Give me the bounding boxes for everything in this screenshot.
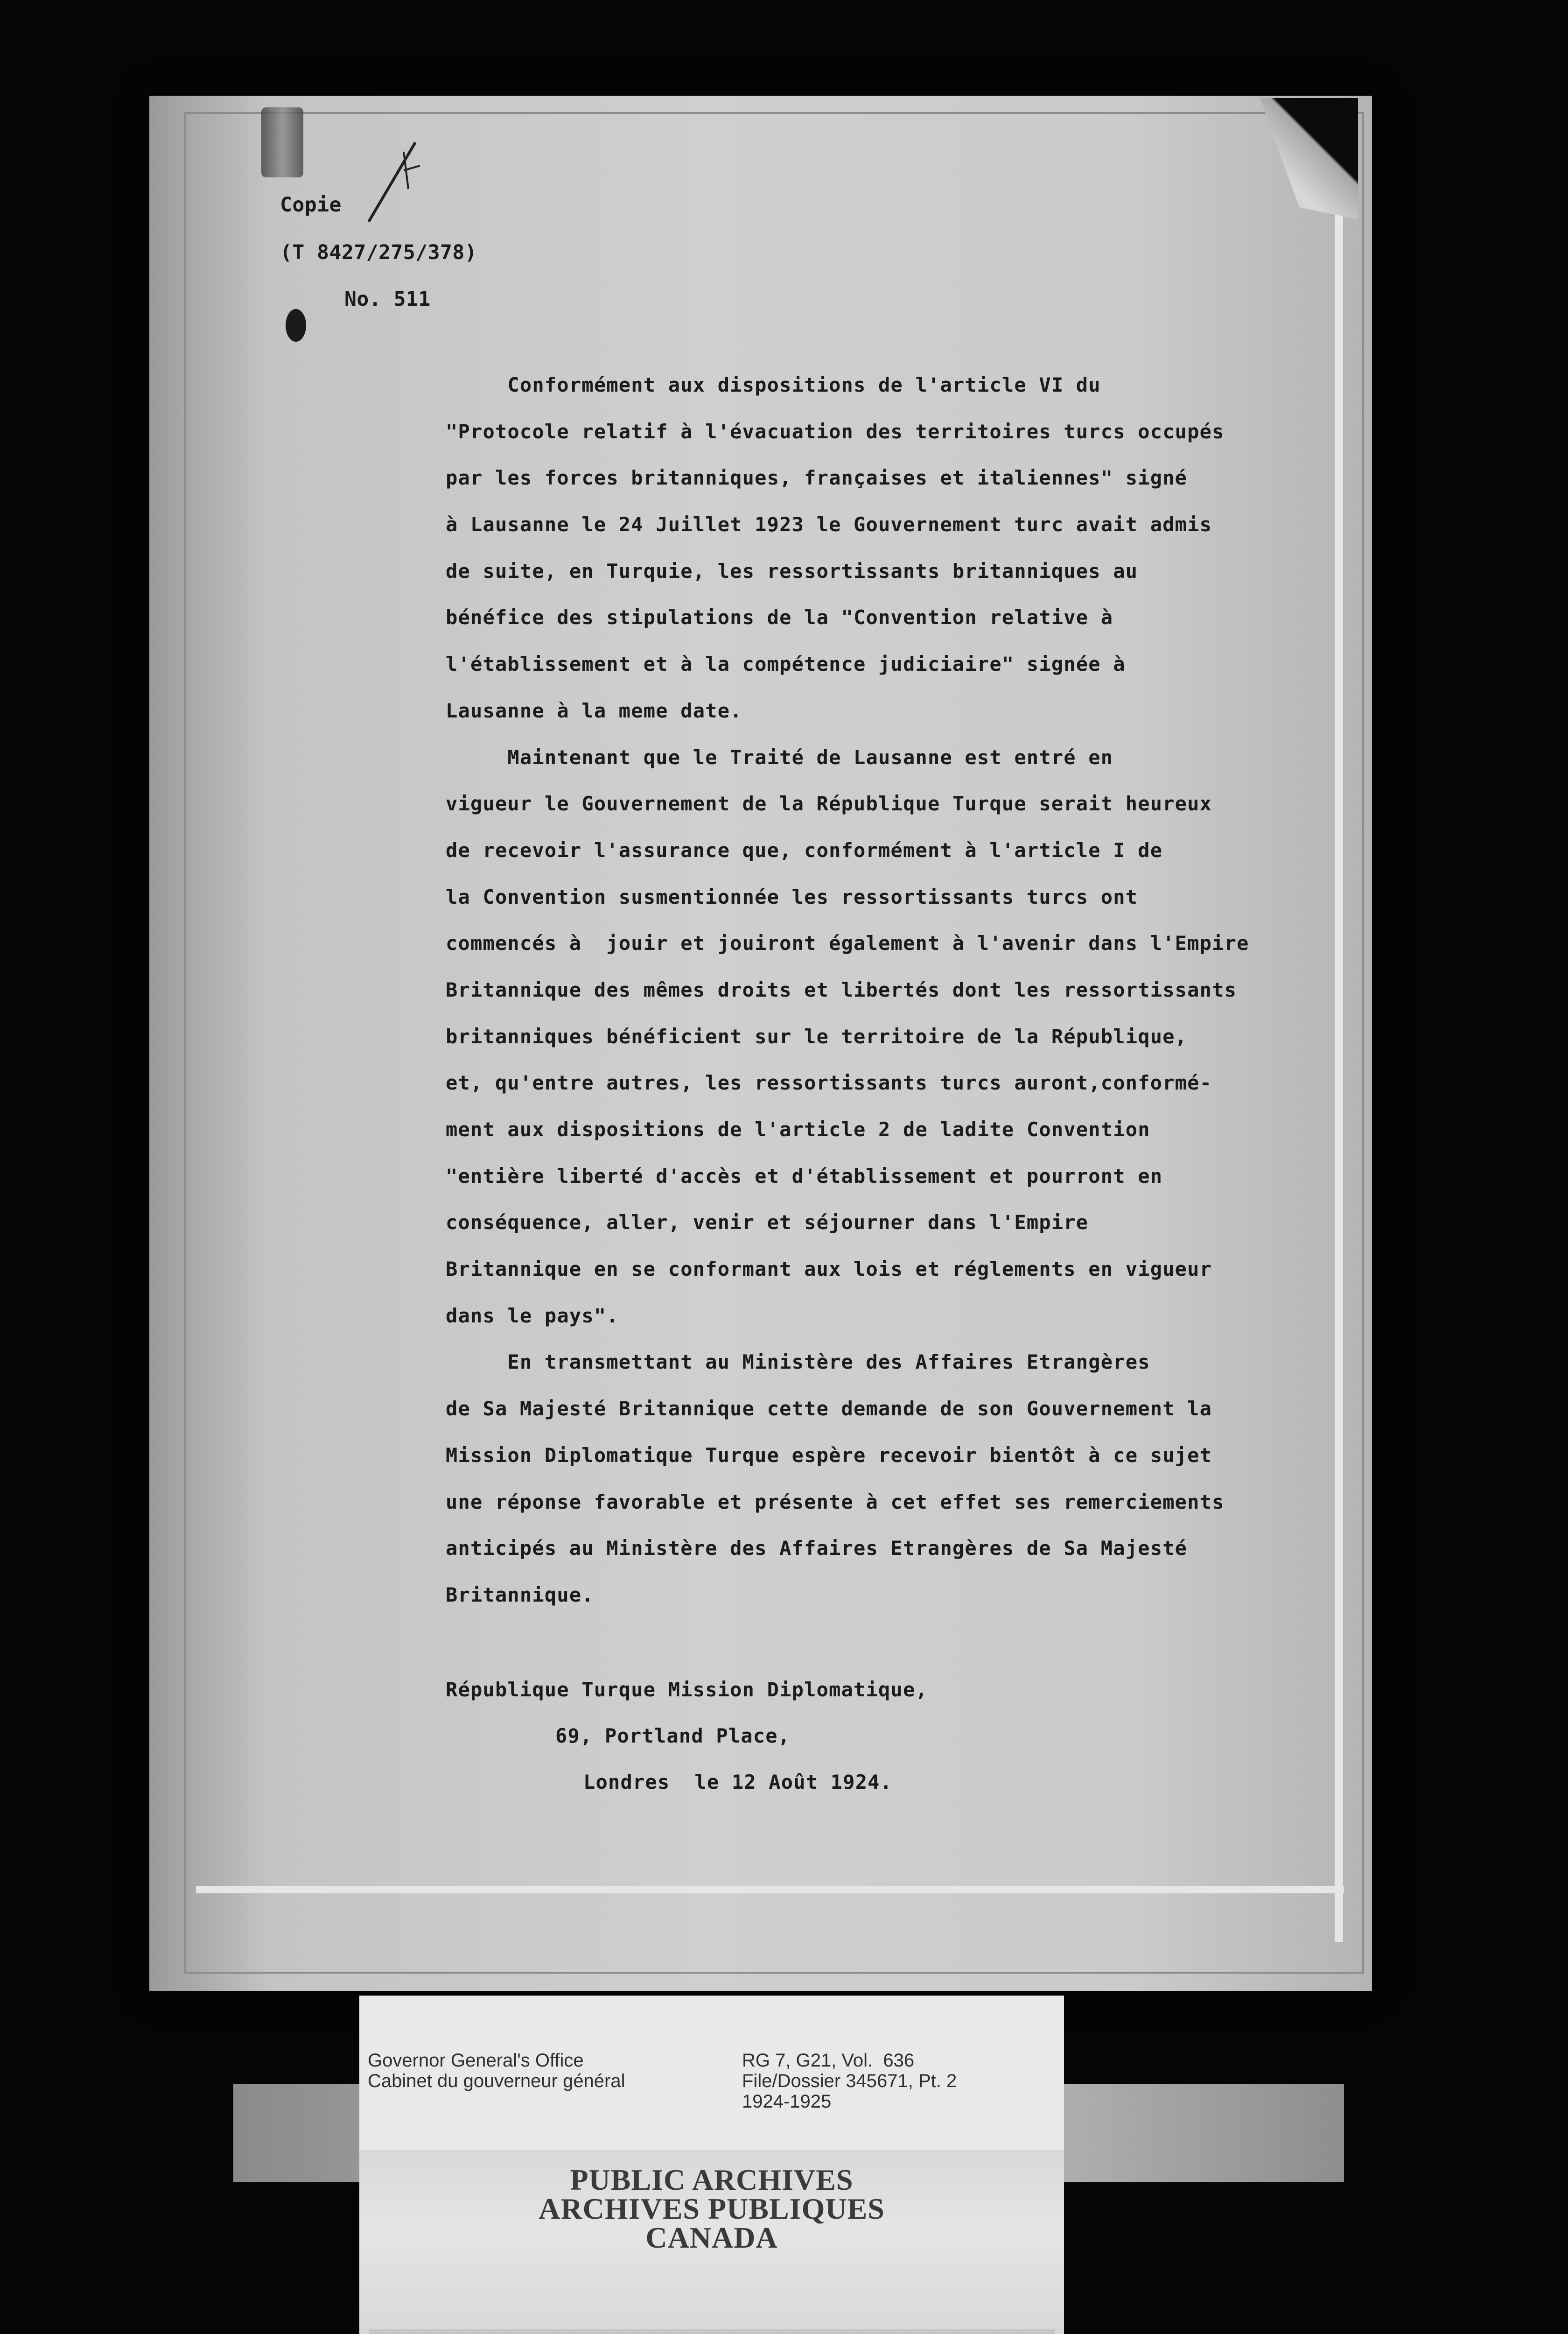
body-line: à Lausanne le 24 Juillet 1923 le Gouvernement turc avait admis [446, 513, 1212, 536]
date-range: 1924-1925 [742, 2091, 832, 2112]
body-line: de suite, en Turquie, les ressortissants britanniques au [446, 559, 1138, 583]
body-line: Britannique des mêmes droits et libertés dont les ressortissants [446, 978, 1237, 1001]
paper-clip-mark [261, 107, 303, 177]
body-line: Lausanne à la meme date. [446, 699, 742, 722]
body-line: britanniques bénéficient sur le territoire de la République, [446, 1025, 1188, 1048]
signature-address: 69, Portland Place, [555, 1724, 791, 1747]
body-line: Britannique. [446, 1583, 594, 1606]
body-line: de recevoir l'assurance que, conformément à l'article I de [446, 838, 1163, 862]
reference-number: (T 8427/275/378) [280, 241, 477, 264]
body-line: "Protocole relatif à l'évacuation des territoires turcs occupés [446, 420, 1225, 443]
body-line: ment aux dispositions de l'article 2 de ladite Convention [446, 1118, 1150, 1141]
body-line: par les forces britanniques, françaises et italiennes" signé [446, 466, 1188, 490]
body-line: "entière liberté d'accès et d'établissement et pourront en [446, 1164, 1163, 1188]
record-group: RG 7, G21, Vol. 636 [742, 2050, 915, 2071]
handwritten-mark [359, 133, 429, 226]
office-name-en: Governor General's Office [368, 2050, 584, 2071]
file-number: File/Dossier 345671, Pt. 2 [742, 2071, 957, 2091]
body-line: de Sa Majesté Britannique cette demande de son Gouvernement la [446, 1397, 1212, 1420]
body-line: Mission Diplomatique Turque espère recevoir bientôt à ce sujet [446, 1443, 1212, 1467]
office-name-fr: Cabinet du gouverneur général [368, 2071, 625, 2091]
archive-stamp-line-2: ARCHIVES PUBLIQUES [539, 2192, 885, 2225]
body-line: commencés à jouir et jouiront également à l'avenir dans l'Empire [446, 932, 1249, 955]
body-line: Maintenant que le Traité de Lausanne est entré en [446, 745, 1113, 769]
signature-sender: République Turque Mission Diplomatique, [446, 1678, 928, 1701]
archive-stamp-line-1: PUBLIC ARCHIVES [570, 2163, 854, 2196]
signature-block [446, 1678, 928, 1817]
body-line: vigueur le Gouvernement de la République Turque serait heureux [446, 792, 1212, 815]
letter-body [446, 373, 1332, 1630]
copy-label: Copie [280, 193, 342, 217]
signature-date: Londres le 12 Août 1924. [583, 1771, 893, 1793]
body-line: dans le pays". [446, 1304, 619, 1327]
body-line: la Convention susmentionnée les ressortissants turcs ont [446, 885, 1138, 908]
archive-stamp-line-3: CANADA [645, 2221, 778, 2254]
page-edge-right [1335, 168, 1343, 1942]
body-line: une réponse favorable et présente à cet effet ses remerciements [446, 1490, 1225, 1513]
body-line: En transmettant au Ministère des Affaires Etrangères [446, 1350, 1150, 1374]
body-line: conséquence, aller, venir et séjourner dans l'Empire [446, 1211, 1089, 1234]
body-line: Britannique en se conformant aux lois et réglements en vigueur [446, 1258, 1212, 1281]
body-line: l'établissement et à la compétence judiciaire" signée à [446, 653, 1126, 676]
body-line: Conformément aux dispositions de l'article VI du [446, 373, 1101, 396]
body-line: et, qu'entre autres, les ressortissants turcs auront,conformé- [446, 1071, 1212, 1095]
archive-strip-shadow [369, 2329, 1055, 2334]
document-number: No. 511 [344, 288, 431, 311]
body-line: anticipés au Ministère des Affaires Etrangères de Sa Majesté [446, 1537, 1188, 1560]
page-edge-bottom [196, 1886, 1344, 1893]
body-line: bénéfice des stipulations de la "Convention relative à [446, 606, 1113, 629]
punch-hole [286, 309, 306, 342]
